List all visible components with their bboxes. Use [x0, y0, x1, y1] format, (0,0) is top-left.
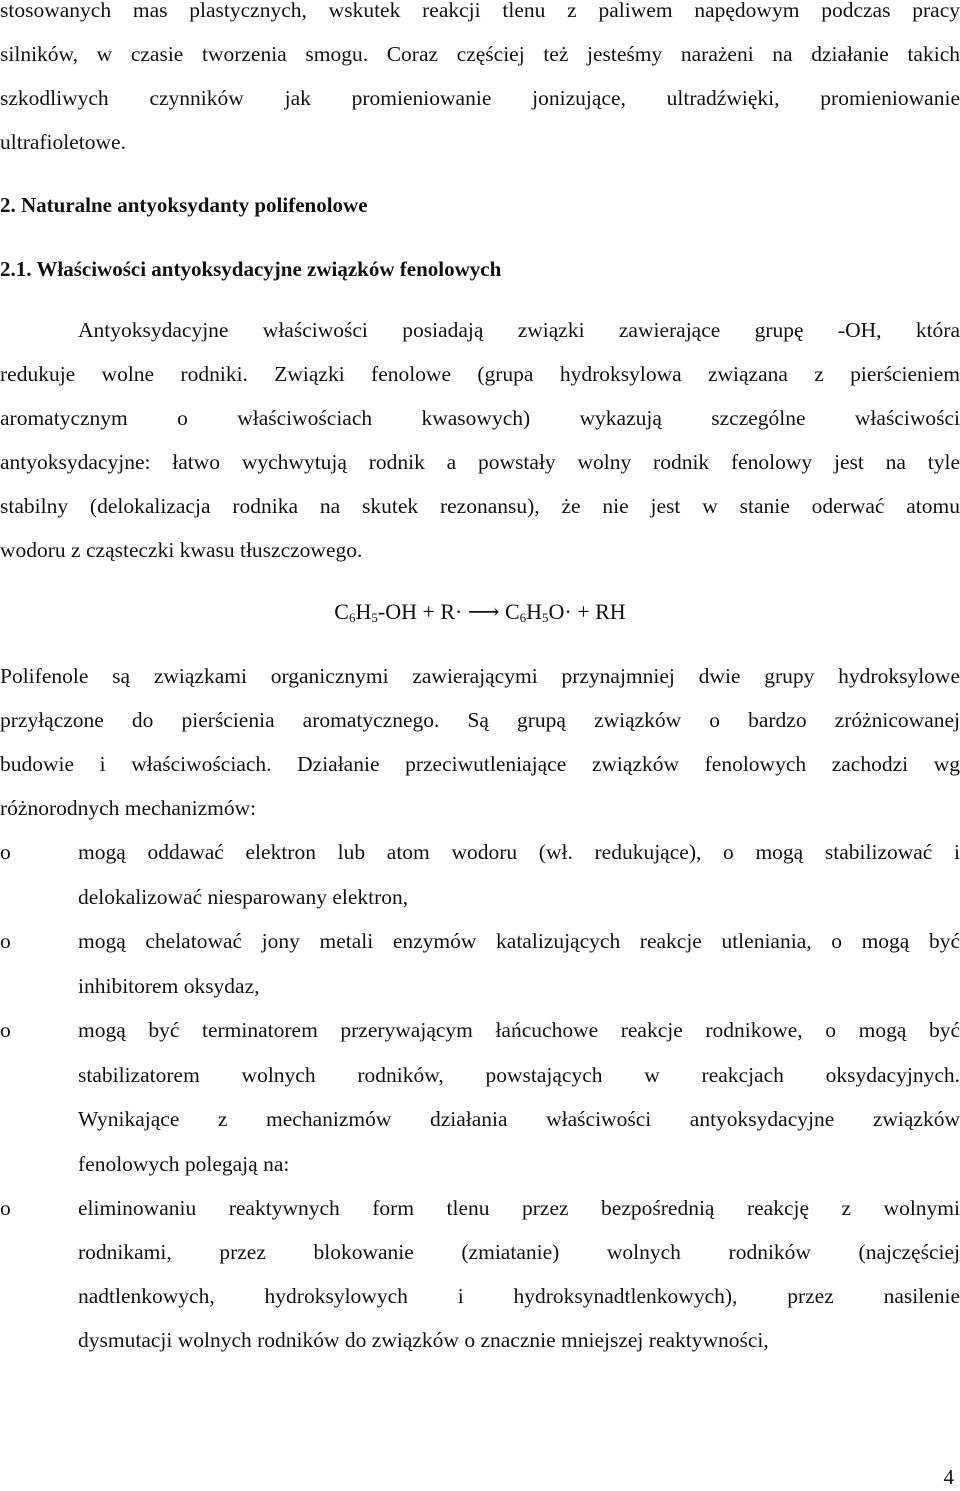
section-heading-2: 2. Naturalne antyoksydanty polifenolowe — [0, 193, 368, 217]
formula-h: H — [355, 599, 372, 624]
formula-sub: 5 — [542, 610, 549, 625]
bullet-marker: o — [0, 840, 11, 864]
bullet3-line-2: stabilizatorem wolnych rodników, powstających w reakcjach oksydacyjnych. — [78, 1063, 960, 1087]
para1-line-4: antyoksydacyjne: łatwo wychwytują rodnik a powstały wolny rodnik fenolowy jest na tyle — [0, 450, 960, 474]
para2-line-3: budowie i właściwościach. Działanie przeciwutleniające związków fenolowych zachodzi wg — [0, 752, 960, 776]
bullet4-line-2: rodnikami, przez blokowanie (zmiatanie) wolnych rodników (najczęściej — [78, 1240, 960, 1264]
para1-line-6: wodoru z cząsteczki kwasu tłuszczowego. — [0, 538, 363, 562]
chemical-equation — [0, 599, 960, 625]
bullet-marker: o — [0, 1018, 11, 1042]
bullet-marker: o — [0, 1196, 11, 1220]
formula-products: O· + RH — [548, 599, 626, 624]
formula-sub: 6 — [519, 610, 527, 625]
bullet1-line-1: mogą oddawać elektron lub atom wodoru (wł. redukujące), o mogą stabilizować i — [78, 840, 960, 864]
formula-c: C — [504, 599, 520, 624]
bullet1-line-2: delokalizować niesparowany elektron, — [78, 885, 409, 909]
para1-line-1: Antyoksydacyjne właściwości posiadają związki zawierające grupę -OH, która — [78, 318, 960, 342]
para2-line-2: przyłączone do pierścienia aromatycznego. Są grupą związków o bardzo zróżnicowanej — [0, 708, 960, 732]
para1-line-2: redukuje wolne rodniki. Związki fenolowe (grupa hydroksylowa związana z pierścieniem — [0, 362, 960, 386]
para2-line-4: różnorodnych mechanizmów: — [0, 796, 257, 820]
bullet2-line-1: mogą chelatować jony metali enzymów katalizujących reakcje utleniania, o mogą być — [78, 929, 960, 953]
bullet4-line-4: dysmutacji wolnych rodników do związków o znacznie mniejszej reaktywności, — [78, 1328, 769, 1352]
bullet3-line-4: fenolowych polegają na: — [78, 1152, 290, 1176]
intro-line-3: szkodliwych czynników jak promieniowanie jonizujące, ultradźwięki, promieniowanie — [0, 86, 960, 110]
bullet3-line-1: mogą być terminatorem przerywającym łańcuchowe reakcje rodnikowe, o mogą być — [78, 1018, 960, 1042]
bullet4-line-1: eliminowaniu reaktywnych form tlenu przez bezpośrednią reakcję z wolnymi — [78, 1196, 960, 1220]
intro-line-4: ultrafioletowe. — [0, 130, 126, 154]
para1-line-3: aromatycznym o właściwościach kwasowych) wykazują szczególne właściwości — [0, 406, 960, 430]
page-number: 4 — [943, 1465, 954, 1489]
para2-line-1: Polifenole są związkami organicznymi zawierającymi przynajmniej dwie grupy hydroksylowe — [0, 664, 960, 688]
formula-c: C — [334, 599, 349, 624]
bullet4-line-3: nadtlenkowych, hydroksylowych i hydroksynadtlenkowych), przez nasilenie — [78, 1284, 960, 1308]
bullet2-line-2: inhibitorem oksydaz, — [78, 974, 260, 998]
formula-reactants: -OH + R· — [377, 599, 463, 624]
formula-sub: 6 — [348, 610, 356, 625]
formula-h: H — [526, 599, 543, 624]
para1-line-5: stabilny (delokalizacja rodnika na skutek rezonansu), że nie jest w stanie oderwać atomu — [0, 494, 960, 518]
section-heading-2-1: 2.1. Właściwości antyoksydacyjne związków fenolowych — [0, 257, 502, 281]
intro-line-2: silników, w czasie tworzenia smogu. Coraz częściej też jesteśmy narażeni na działanie takich — [0, 42, 960, 66]
formula-sub: 5 — [371, 610, 378, 625]
reaction-arrow: ⟶ — [467, 599, 500, 624]
bullet3-line-3: Wynikające z mechanizmów działania właściwości antyoksydacyjne związków — [78, 1107, 960, 1131]
bullet-marker: o — [0, 929, 11, 953]
intro-line-1: stosowanych mas plastycznych, wskutek reakcji tlenu z paliwem napędowym podczas pracy — [0, 0, 960, 22]
